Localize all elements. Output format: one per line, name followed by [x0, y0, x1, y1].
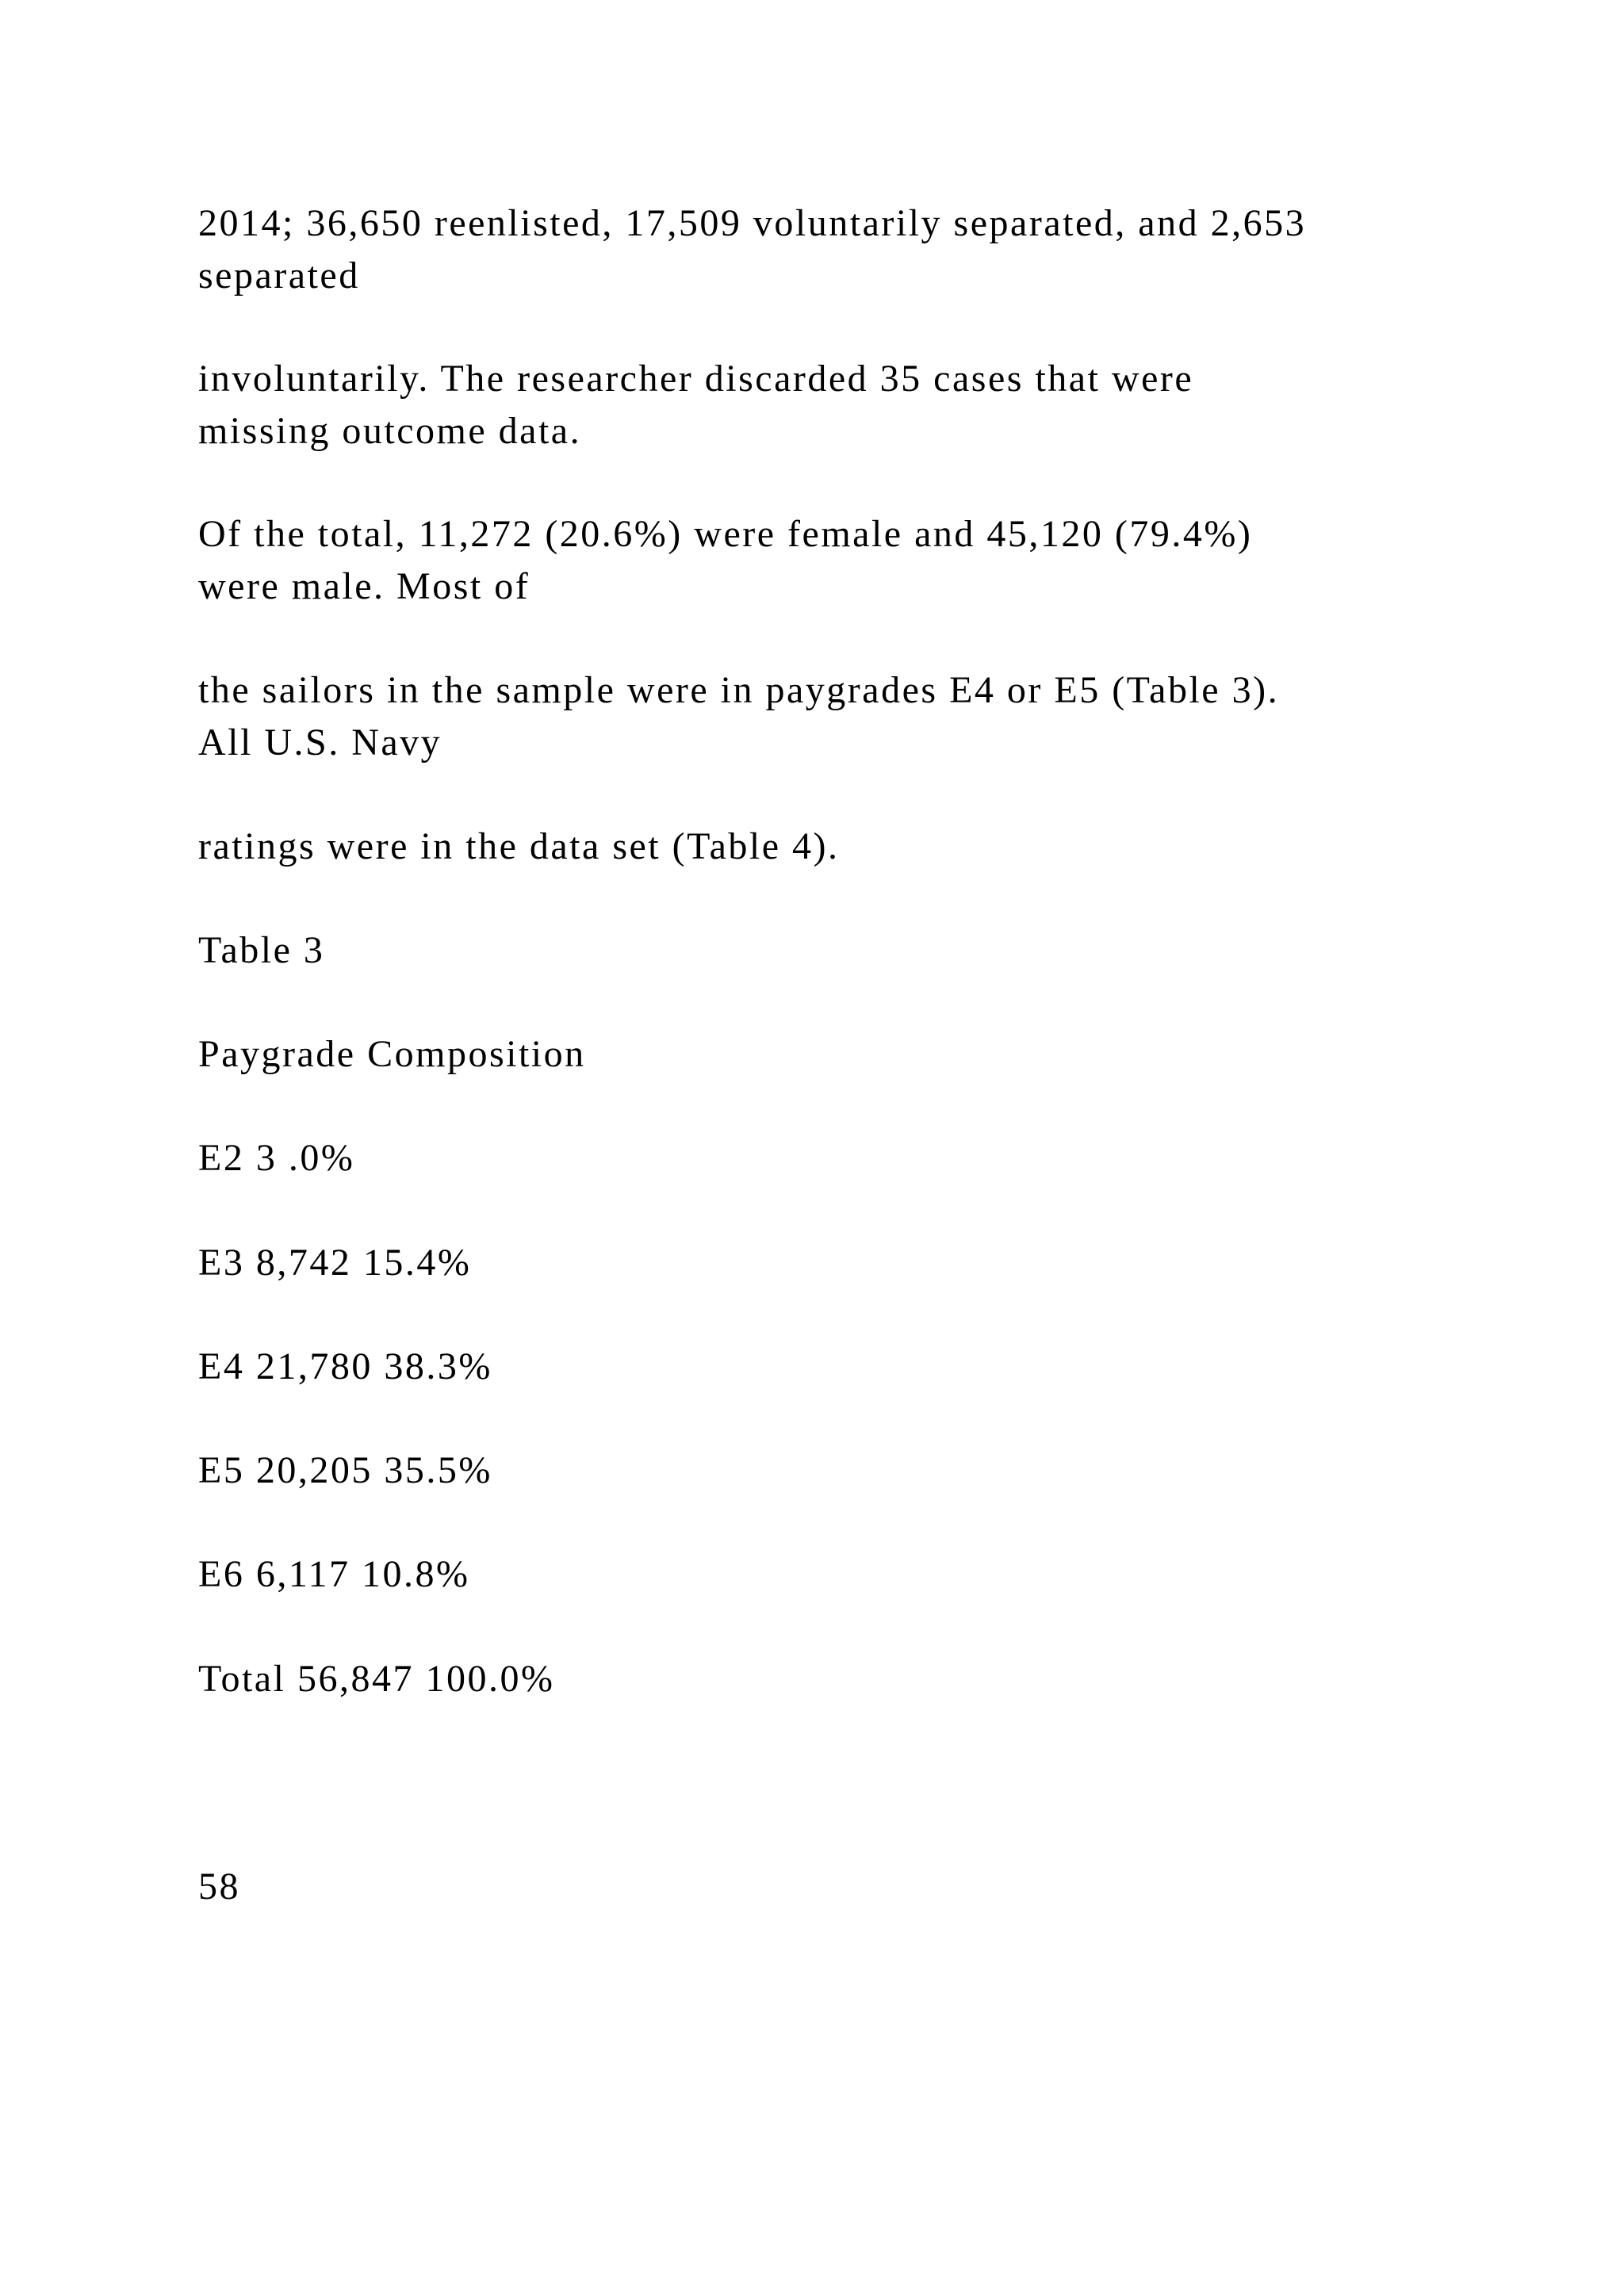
table-title: Paygrade Composition [198, 1033, 586, 1075]
paragraph-4-line-2: All U.S. Navy [198, 721, 442, 763]
table-total-row: Total 56,847 100.0% [198, 1658, 555, 1700]
table-row: E5 20,205 35.5% [198, 1449, 492, 1491]
table-row: E6 6,117 10.8% [198, 1553, 470, 1595]
paragraph-3-line-1: Of the total, 11,272 (20.6%) were female and 45,120 (79.4%) [198, 513, 1253, 555]
table-row: E4 21,780 38.3% [198, 1345, 492, 1387]
paragraph-1-line-1: 2014; 36,650 reenlisted, 17,509 voluntarily separated, and 2,653 [198, 202, 1307, 244]
paragraph-4-line-1: the sailors in the sample were in paygrades E4 or E5 (Table 3). [198, 669, 1280, 711]
page-number: 58 [198, 1866, 240, 1908]
paragraph-2-line-1: involuntarily. The researcher discarded 35 cases that were [198, 358, 1194, 400]
paragraph-1-line-2: separated [198, 254, 360, 297]
paragraph-5-line-1: ratings were in the data set (Table 4). [198, 825, 840, 867]
table-row: E3 8,742 15.4% [198, 1242, 472, 1284]
paragraph-3-line-2: were male. Most of [198, 565, 530, 607]
paragraph-2-line-2: missing outcome data. [198, 410, 582, 452]
table-row: E2 3 .0% [198, 1137, 355, 1179]
table-label: Table 3 [198, 929, 325, 971]
